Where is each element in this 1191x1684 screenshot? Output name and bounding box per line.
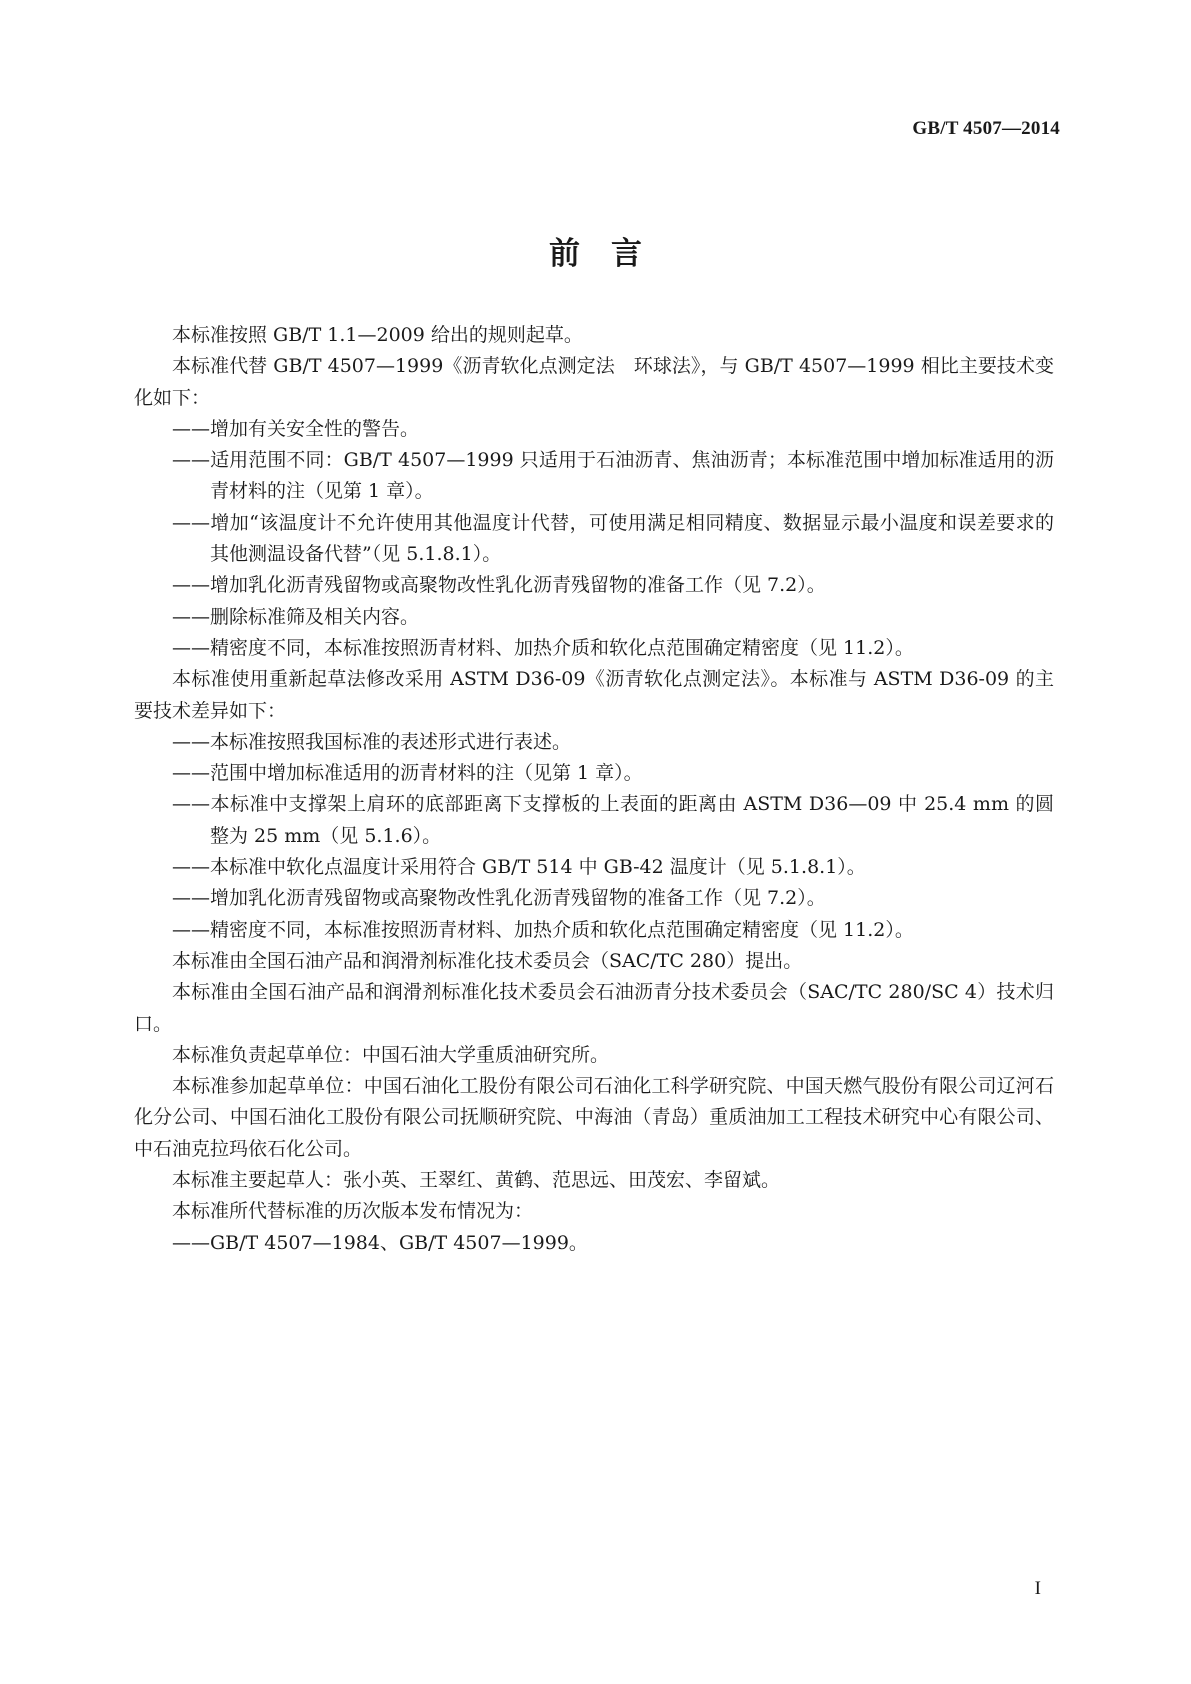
foreword-body	[134, 320, 1054, 1259]
paragraph: 本标准代替 GB/T 4507—1999《沥青软化点测定法 环球法》，与 GB/T 4507—1999 相比主要技术变化如下：	[134, 355, 1054, 409]
paragraph: 本标准参加起草单位：中国石油化工股份有限公司石油化工科学研究院、中国天燃气股份有限公司辽河石化分公司、中国石油化工股份有限公司抚顺研究院、中海油（青岛）重质油加工工程技术研究中心有限公司、中石油克拉玛依石化公司。	[134, 1075, 1054, 1160]
list-item: ——增加乳化沥青残留物或高聚物改性乳化沥青残留物的准备工作（见 7.2）。	[172, 574, 826, 597]
list-item: ——适用范围不同：GB/T 4507—1999 只适用于石油沥青、焦油沥青；本标准范围中增加标准适用的沥青材料的注（见第 1 章）。	[172, 449, 1054, 503]
page-title: 前 言	[549, 236, 642, 272]
paragraph: 本标准使用重新起草法修改采用 ASTM D36-09《沥青软化点测定法》。本标准与 ASTM D36-09 的主要技术差异如下：	[134, 668, 1054, 722]
list-item: ——删除标准筛及相关内容。	[172, 605, 420, 628]
document-code: GB/T 4507—2014	[912, 118, 1060, 139]
list-item: ——精密度不同，本标准按照沥青材料、加热介质和软化点范围确定精密度（见 11.2）。	[172, 918, 914, 941]
paragraph: 本标准负责起草单位：中国石油大学重质油研究所。	[172, 1043, 610, 1066]
paragraph: 本标准按照 GB/T 1.1—2009 给出的规则起草。	[172, 324, 583, 346]
list-item: ——本标准按照我国标准的表述形式进行表述。	[172, 730, 572, 753]
paragraph: 本标准由全国石油产品和润滑剂标准化技术委员会石油沥青分技术委员会（SAC/TC 280/SC 4）技术归口。	[134, 981, 1054, 1035]
paragraph: 本标准所代替标准的历次版本发布情况为：	[172, 1200, 534, 1223]
list-item: ——增加乳化沥青残留物或高聚物改性乳化沥青残留物的准备工作（见 7.2）。	[172, 887, 826, 910]
paragraph: 本标准由全国石油产品和润滑剂标准化技术委员会（SAC/TC 280）提出。	[172, 949, 803, 972]
list-item: ——GB/T 4507—1984、GB/T 4507—1999。	[172, 1231, 588, 1254]
list-item: ——本标准中软化点温度计采用符合 GB/T 514 中 GB-42 温度计（见 5.1.8.1）。	[172, 856, 866, 879]
list-item: ——本标准中支撑架上肩环的底部距离下支撑板的上表面的距离由 ASTM D36—09 中 25.4 mm 的圆整为 25 mm（见 5.1.6）。	[172, 793, 1054, 847]
list-item: ——增加有关安全性的警告。	[172, 417, 420, 440]
page-number: I	[1034, 1578, 1041, 1599]
list-item: ——增加“该温度计不允许使用其他温度计代替，可使用满足相同精度、数据显示最小温度和误差要求的其他测温设备代替”（见 5.1.8.1）。	[172, 511, 1054, 566]
paragraph: 本标准主要起草人：张小英、王翠红、黄鹤、范思远、田茂宏、李留斌。	[172, 1169, 781, 1192]
list-item: ——精密度不同，本标准按照沥青材料、加热介质和软化点范围确定精密度（见 11.2）。	[172, 636, 914, 659]
list-item: ——范围中增加标准适用的沥青材料的注（见第 1 章）。	[172, 762, 643, 785]
